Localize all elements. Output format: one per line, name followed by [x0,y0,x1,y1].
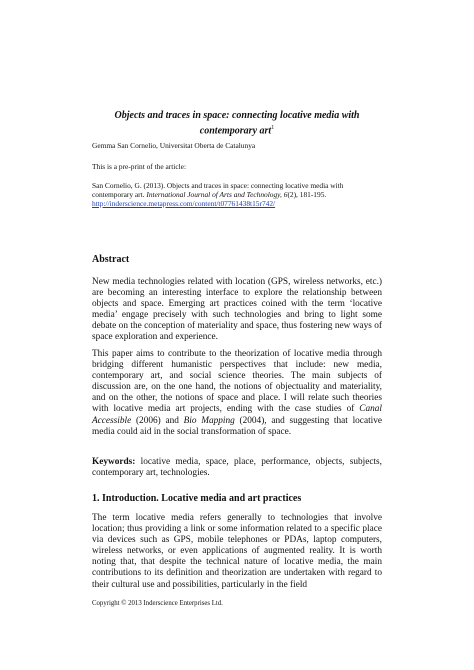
author-line: Gemma San Cornelio, Universitat Oberta de Catalunya [92,141,256,150]
keywords-label: Keywords: [92,457,136,467]
abstract-heading: Abstract [92,254,130,265]
section-1-heading: 1. Introduction. Locative media and art practices [92,493,302,504]
section-1-paragraph: The term locative media refers generally to technologies that involve location; thus providing a link or some information related to a specific place via devices such as GPS, mobile telephones or PDAs, laptop computers, wireless networks, or even applications of augmented reality. It is worth noting that, that despite the technical nature of locative media, the main contributions to its definition and theorization are undertaken with regard to their cultural use and possibilities, particularly in the field [92,513,382,590]
copyright-footer: Copyright © 2013 Inderscience Enterprises Ltd. [92,600,223,607]
keywords: Keywords: locative media, space, place, performance, objects, subjects, contemporary art, technologies. [92,457,382,479]
citation-pages: (2), 181-195. [287,190,327,199]
citation-link[interactable]: http://inderscience.metapress.com/content/t07761438t15r742/ [92,199,276,208]
citation-volume: , 6 [280,190,288,199]
abstract-paragraph-2: This paper aims to contribute to the theorization of locative media through bridging different humanistic perspectives that include: new media, contemporary art, and social science theories. The main subjects of discussion are, on the one hand, the notions of objectuality and materiality, and on the other, the notions of space and place. I will relate such theories with locative media art projects, ending with the case studies of Canal Accessible (2006) and Bio Mapping (2004), and suggesting that locative media could aid in the social transformation of space. [92,349,383,437]
citation-journal: International Journal of Arts and Technology [146,190,281,199]
case-study-bio-mapping: Bio Mapping [183,415,235,426]
paper-title: Objects and traces in space: connecting locative media with contemporary art$^1$ [114,110,360,137]
case-study-canal-accessible: Canal Accessible [92,404,382,426]
title-footnote-mark: 1 [271,125,275,131]
abstract-paragraph-1: New media technologies related with location (GPS, wireless networks, etc.) are becoming an interesting interface to explore the relationship between objects and space. Emerging art practices coined with the term ‘locative media’ engage precisely with such technologies and bring to light some debate on the conception of materiality and space, thus fostering new ways of space exploration and experience. [92,277,382,343]
preprint-note: This is a pre-print of the article: [92,162,186,171]
citation: San Cornelio, G. (2013). Objects and traces in space: connecting locative media with contemporary art. International Journal of Arts and Technology, 6(2), 181-195. http://inderscience.metapress.com/content/t07761438t15r742/ [92,181,344,208]
